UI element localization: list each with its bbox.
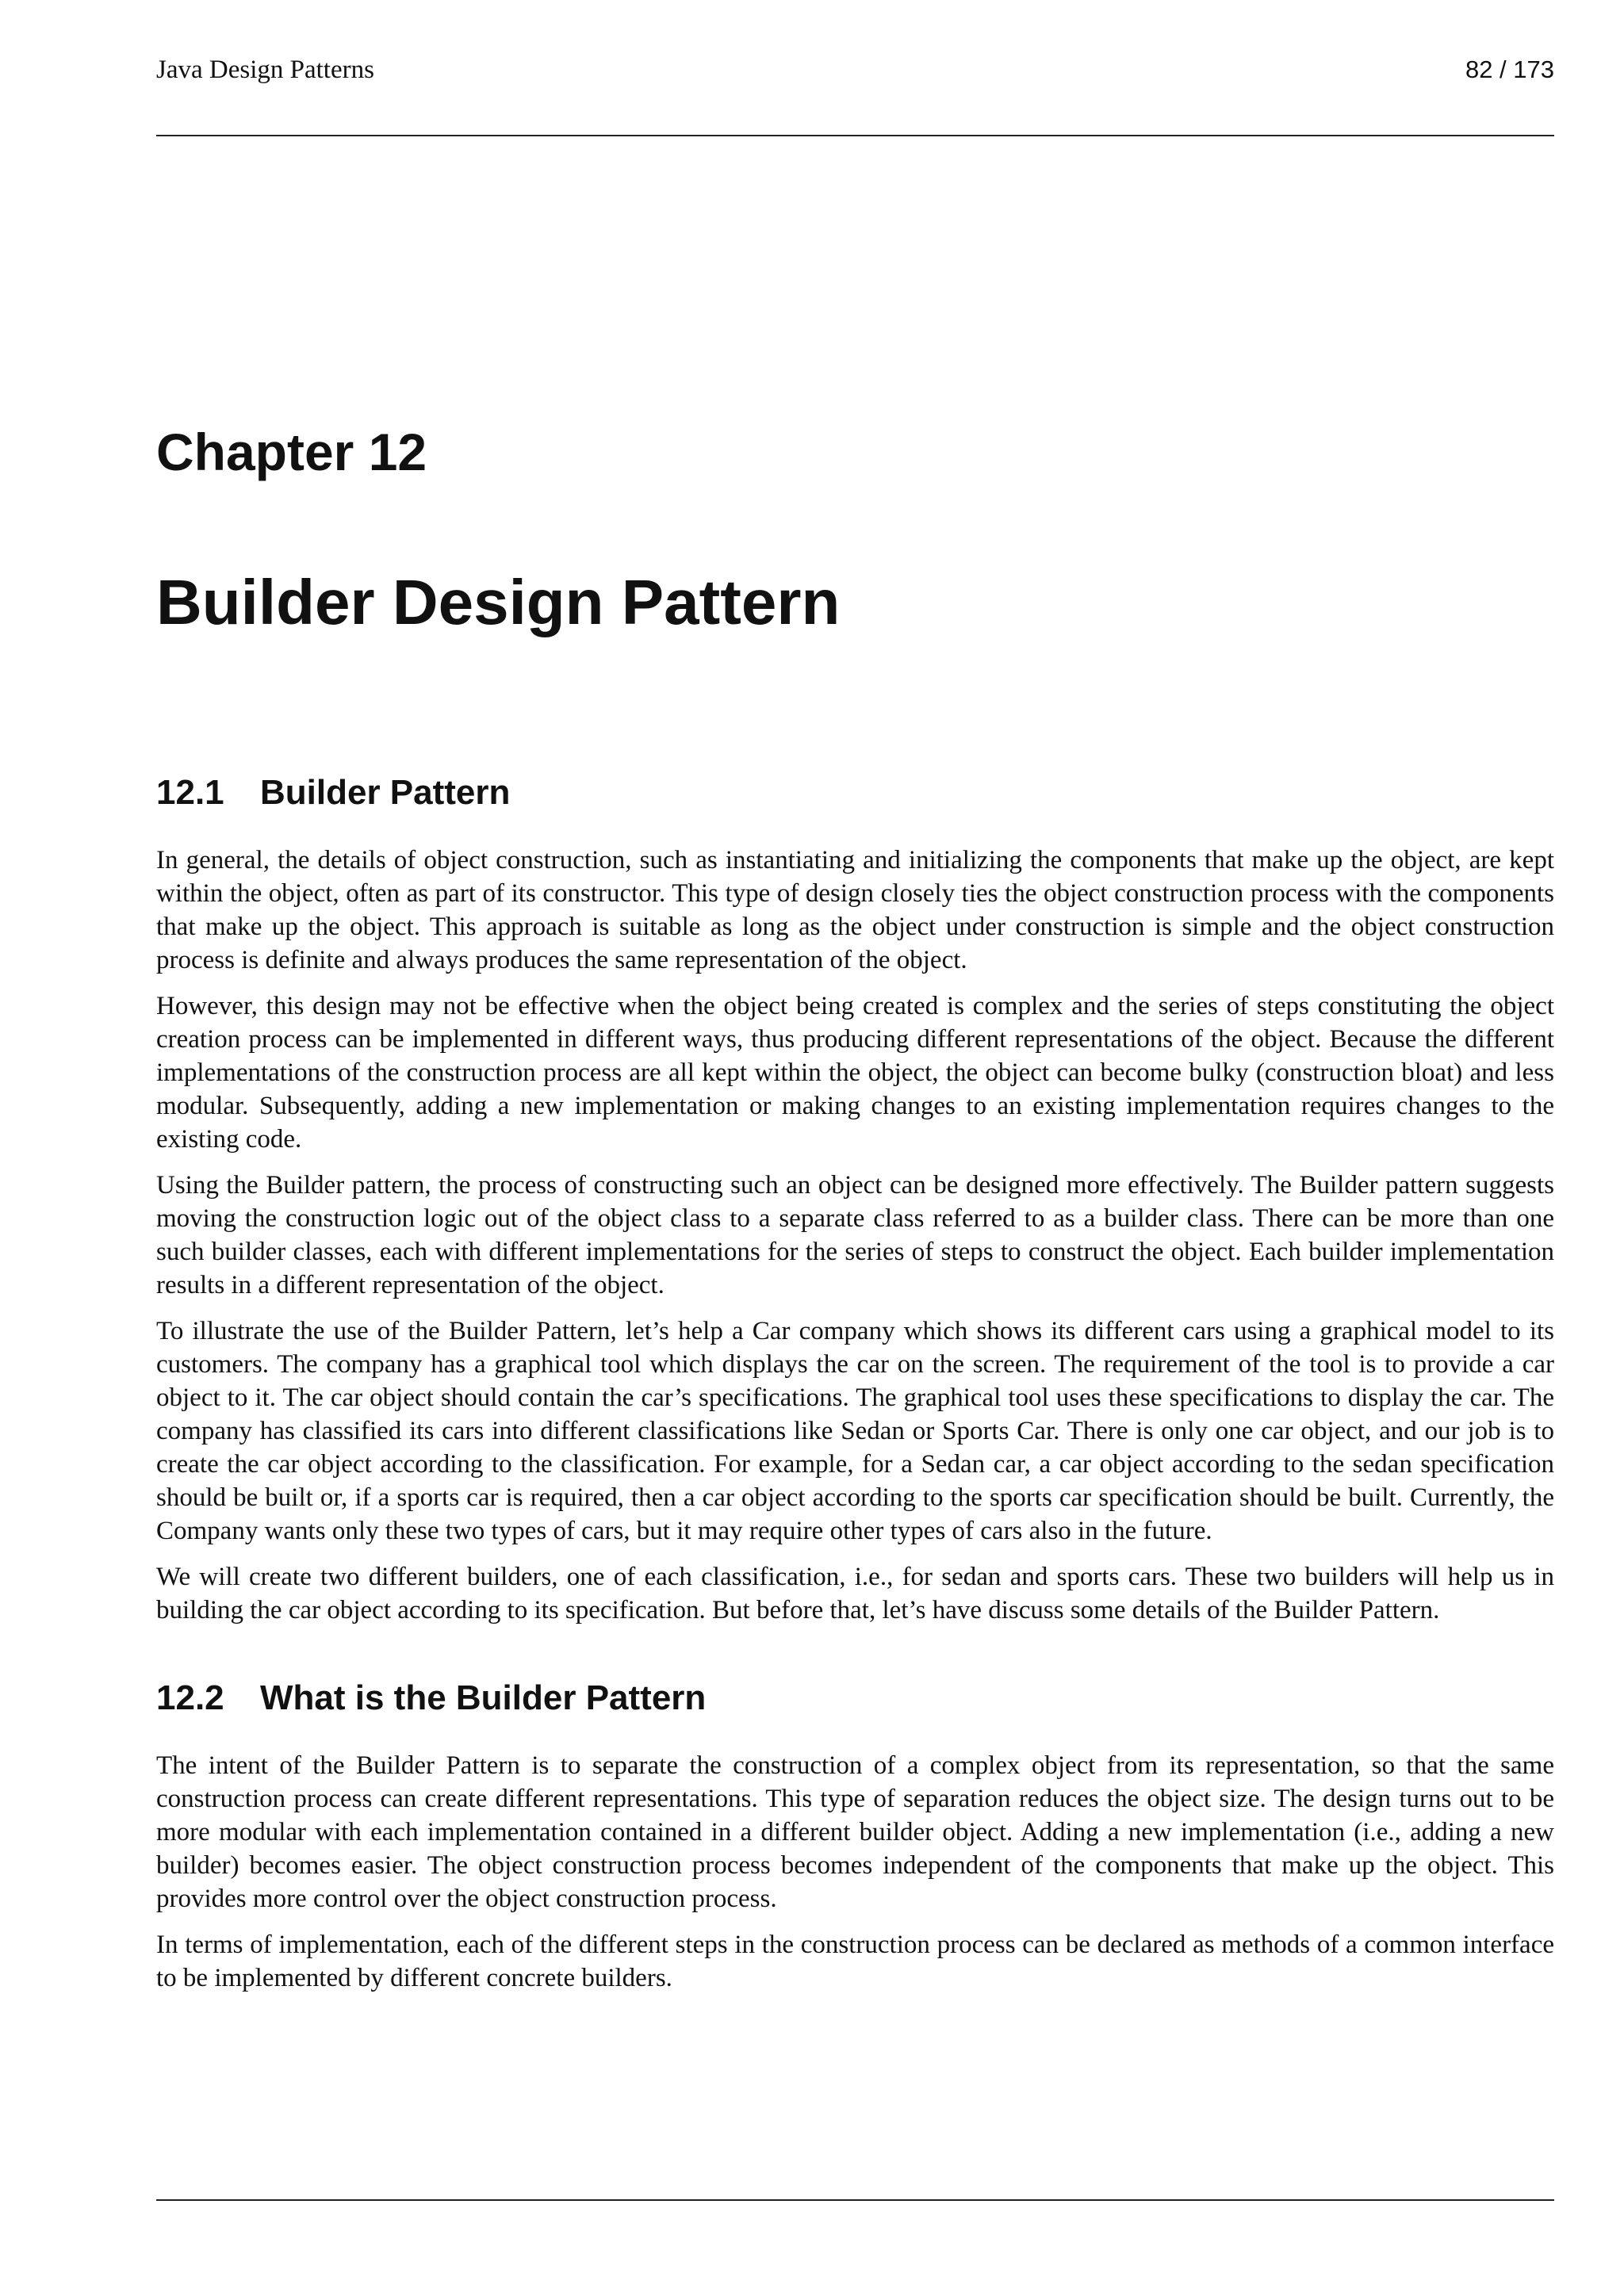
paragraph: Using the Builder pattern, the process of constructing such an object can be designed more effectively. The Builder pattern suggests moving the construction logic out of the object class to a separate class referred to as a builder class. There can be more than one such builder classes, each with different implementations for the series of steps to construct the object. Each builder implementation results in a different representation of the object. (156, 1171, 1554, 1299)
page-header (156, 54, 1554, 136)
section-heading-what-is-builder-pattern (156, 1676, 1554, 1720)
footer-rule (156, 2199, 1554, 2201)
paragraph: The intent of the Builder Pattern is to separate the construction of a complex object from its representation, so that the same construction process can create different representations. This type of separation reduces the object size. The design turns out to be more modular with each implementation contained in a different builder object. Adding a new implementation (i.e., adding a new builder) becomes easier. The object construction process becomes independent of the components that make up the object. This provides more control over the object construction process. (156, 1751, 1554, 1913)
chapter-title: Builder Design Pattern (156, 567, 841, 637)
paragraph: To illustrate the use of the Builder Pattern, let’s help a Car company which shows its different cars using a graphical model to its customers. The company has a graphical tool which displays the car on the screen. The requirement of the tool is to provide a car object to it. The car object should contain the car’s specifications. The graphical tool uses these specifications to display the car. The company has classified its cars into different classifications like Sedan or Sports Car. There is only one car object, and our job is to create the car object according to the classification. For example, for a Sedan car, a car object according to the sedan specification should be built or, if a sports car is required, then a car object according to the sports car specification should be built. Currently, the Company wants only these two types of cars, but it may require other types of cars also in the future. (156, 1317, 1554, 1545)
chapter-content (156, 771, 1554, 2007)
section-heading-builder-pattern (156, 771, 1554, 815)
paragraph: In general, the details of object construction, such as instantiating and initializing the components that make up the object, are kept within the object, often as part of its constructor. This type of design closely ties the object construction process with the components that make up the object. This approach is suitable as long as the object under construction is simple and the object construction process is definite and always produces the same representation of the object. (156, 846, 1554, 974)
paragraph: We will create two different builders, one of each classification, i.e., for sedan and sports cars. These two builders will help us in building the car object according to its specification. But before that, let’s have discuss some details of the Builder Pattern. (156, 1563, 1554, 1624)
section-title: What is the Builder Pattern (260, 1678, 707, 1717)
paragraph: However, this design may not be effective when the object being created is complex and the series of steps constituting the object creation process can be implemented in different ways, thus producing different representations of the object. Because the different implementations of the construction process are all kept within the object, the object can become bulky (construction bloat) and less modular. Subsequently, adding a new implementation or making changes to an existing implementation requires changes to the existing code. (156, 992, 1554, 1154)
section-number: 12.2 (156, 1678, 224, 1717)
paragraph: In terms of implementation, each of the different steps in the construction process can be declared as methods of a common interface to be implemented by different concrete builders. (156, 1931, 1554, 1992)
section-title: Builder Pattern (260, 773, 511, 812)
book-title: Java Design Patterns (156, 55, 374, 84)
section-number: 12.1 (156, 773, 224, 812)
page-indicator: 82 / 173 (1465, 55, 1554, 83)
chapter-label: Chapter 12 (156, 423, 427, 481)
